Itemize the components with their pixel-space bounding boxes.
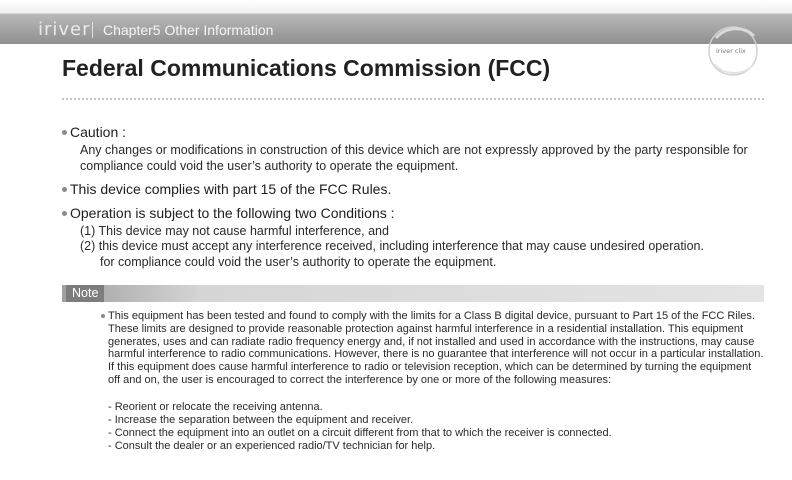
- brand-logo-text: iriver: [38, 19, 91, 40]
- caution-heading: Caution :: [62, 124, 126, 140]
- measure-item: - Increase the separation between the equipment and receiver.: [108, 414, 414, 426]
- condition-1: (1) This device may not cause harmful interference, and: [80, 224, 389, 238]
- note-bar: [62, 285, 764, 302]
- measure-item: - Reorient or relocate the receiving antenna.: [108, 401, 323, 413]
- chapter-title: Chapter5 Other Information: [103, 22, 274, 38]
- measure-item: - Connect the equipment into an outlet on a circuit different from that to which the receiver is connected.: [108, 427, 612, 439]
- logo-text: iriver clix: [716, 47, 746, 55]
- condition-2: (2) this device must accept any interference received, including interference that may cause undesired operation.: [80, 239, 704, 253]
- measure-item: - Consult the dealer or an experienced radio/TV technician for help.: [108, 440, 436, 452]
- operation-heading: Operation is subject to the following two Conditions :: [62, 205, 395, 221]
- iriver-clix-logo: [704, 20, 762, 78]
- header-divider: [92, 22, 93, 38]
- note-text: This equipment has been tested and found to comply with the limits for a Class B digital device, pursuant to Part 15 of the FCC Riles. These limits are designed to provide reasonable protection against harmful interference in a residential installation. This equipment generates, uses and can radiate radio frequency energy and, if not installed and used in accordance with the instructions, may cause harmful interference to radio communications. However, there is no guarantee that interference will not occur in a particular installation. If this equipment does cause harmful interference to radio or television reception, which can be determined by turning the equipment off and on, the user is encouraged to correct the interference by one or more of the following measures:: [108, 310, 764, 386]
- caution-text: Any changes or modifications in construction of this device which are not expressly approved by the party responsible for compliance could void the user’s authority to operate the equipment.: [80, 143, 748, 173]
- condition-trailing-text: for compliance could void the user’s authority to operate the equipment.: [100, 255, 497, 269]
- top-strip: [0, 0, 792, 14]
- note-label: Note: [66, 285, 104, 302]
- page-title: Federal Communications Commission (FCC): [62, 55, 551, 81]
- dotted-divider: [62, 98, 764, 100]
- note-bullet-icon: [101, 314, 105, 318]
- part15-statement: This device complies with part 15 of the FCC Rules.: [62, 181, 391, 197]
